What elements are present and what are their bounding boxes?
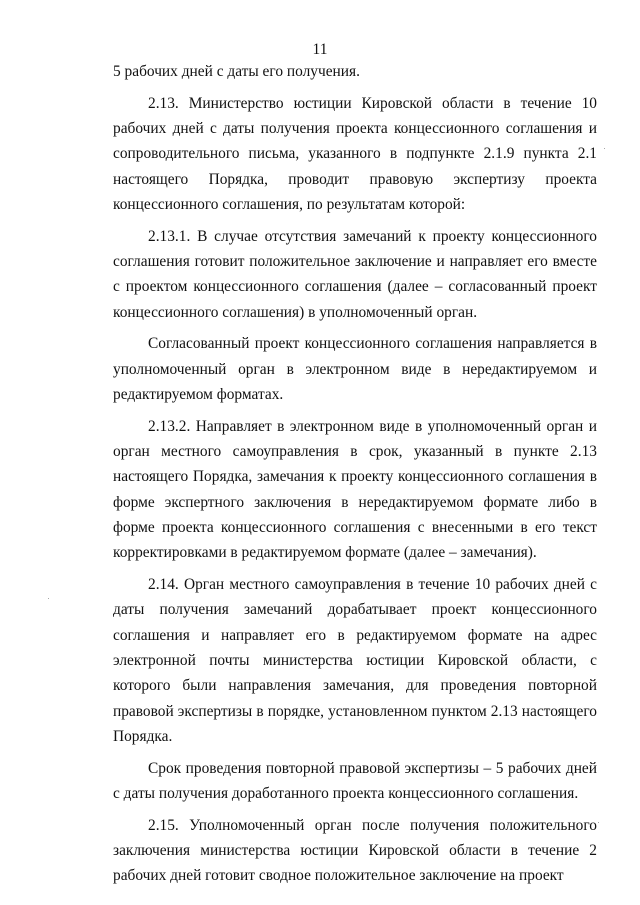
paragraph-2-13: 2.13. Министерство юстиции Кировской области в течение 10 рабочих дней с даты получения проекта концессионного соглашения и сопроводительного письма, указанного в подпункте 2.1.9 пункта 2.1 настоящего Порядка, проводит правовую экспертизу проекта концессионного соглашения, по результатам которой:	[113, 94, 597, 213]
scan-speck	[48, 598, 49, 599]
paragraph-2-15: 2.15. Уполномоченный орган после получения положительного заключения министерства юстиции Кировской области в течение 2 рабочих дней готовит сводное положительное заключение на проект	[113, 816, 597, 885]
paragraph-repeat-review-term: Срок проведения повторной правовой экспертизы – 5 рабочих дней с даты получения доработанного проекта концессионного соглашения.	[113, 759, 597, 803]
paragraph-continuation: 5 рабочих дней с даты его получения.	[113, 63, 360, 80]
document-body	[113, 59, 597, 889]
paragraph-2-13-2: 2.13.2. Направляет в электронном виде в уполномоченный орган и орган местного самоуправления в срок, указанный в пункте 2.13 настоящего Порядка, замечания к проекту концессионного соглашения в форме экспертного заключения в нередактируемом формате либо в форме проекта концессионного соглашения с внесенными в его текст корректировками в редактируемом формате (далее – замечания).	[113, 417, 597, 562]
page-number: 11	[312, 41, 328, 58]
paragraph-2-13-1: 2.13.1. В случае отсутствия замечаний к проекту концессионного соглашения готовит положительное заключение и направляет его вместе с проектом концессионного соглашения (далее – согласованный проект концессионного соглашения) в уполномоченный орган.	[113, 227, 597, 321]
paragraph-approved-draft: Согласованный проект концессионного соглашения направляется в уполномоченный орган в электронном виде в нередактируемом и редактируемом форматах.	[113, 335, 597, 404]
scan-speck	[598, 822, 599, 823]
scan-speck	[604, 148, 605, 149]
paragraph-2-14: 2.14. Орган местного самоуправления в течение 10 рабочих дней с даты получения замечаний дорабатывает проект концессионного соглашения и направляет его в редактируемом формате на адрес электронной почты министерства юстиции Кировской области, с которого были направления замечания, для проведения повторной правовой экспертизы в порядке, установленном пунктом 2.13 настоящего Порядка.	[113, 576, 597, 745]
